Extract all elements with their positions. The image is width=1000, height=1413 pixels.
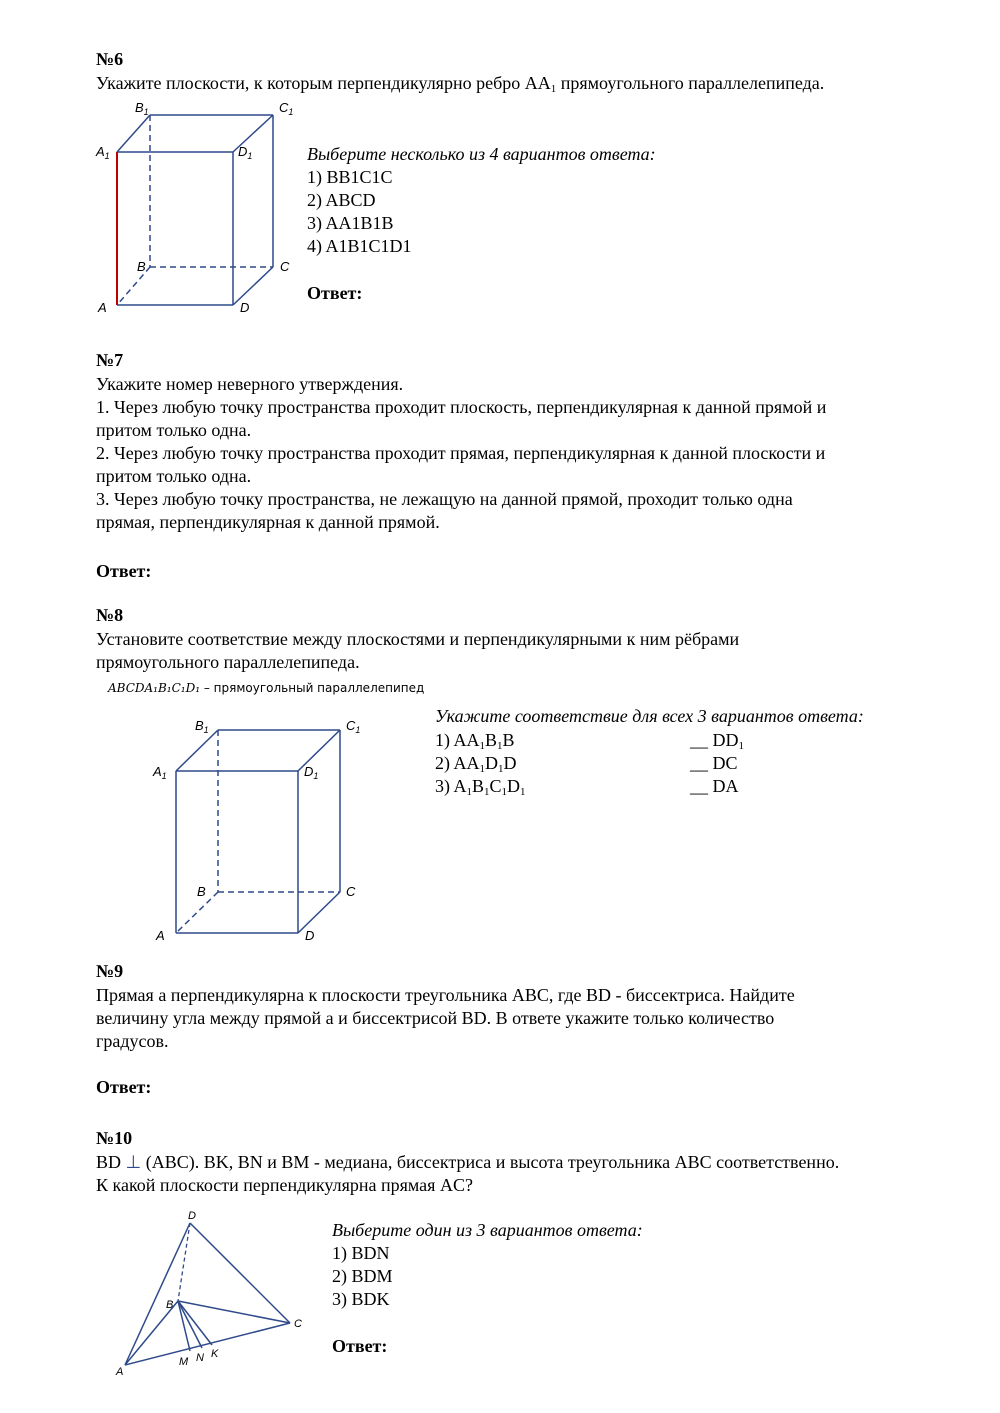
q8-label-D1: $D_1$: [304, 764, 319, 781]
q10-label-N: N: [196, 1352, 204, 1364]
q6-question-pre: Укажите плоскости, к которым перпендикулярно ребро АА: [96, 73, 551, 93]
q6-label-B1: $B_1$: [135, 100, 149, 117]
q6-options-block: [307, 143, 656, 258]
q10-options-block: [332, 1219, 643, 1311]
q7-text: [96, 373, 826, 534]
q9-number: №9: [96, 961, 124, 981]
q8-prompt: Укажите соответствие для всех 3 вариантов ответа:: [435, 706, 864, 726]
q8-number: №8: [96, 605, 124, 625]
q8-label-C: C: [346, 884, 356, 899]
q10-answer-label: Ответ:: [332, 1336, 388, 1356]
q6-question-post: прямоугольного параллелепипеда.: [556, 73, 825, 93]
q8-label-A: A: [156, 928, 165, 943]
q9-line-3: градусов.: [96, 1031, 169, 1051]
q6-edge-DC: [233, 267, 273, 305]
q10-label-A: A: [116, 1366, 124, 1378]
q10-edge-BC: [178, 1301, 290, 1323]
q6-option-1[interactable]: 1) BB1C1C: [307, 167, 393, 187]
q10-edge-DA: [125, 1223, 190, 1365]
q10-label-C: C: [294, 1318, 302, 1330]
q8-caption: [108, 681, 424, 696]
q9-line-2: величину угла между прямой a и биссектрисой BD. В ответе укажите только количество: [96, 1008, 775, 1028]
q8-caption-math: ABCDA₁B₁C₁D₁: [108, 681, 201, 695]
q10-edge-BN: [178, 1301, 202, 1348]
q9-text: [96, 984, 795, 1053]
q10-label-K: K: [211, 1348, 219, 1360]
q10-number: №10: [96, 1128, 133, 1148]
q8-line-1: Установите соответствие между плоскостями и перпендикулярными к ним рёбрами: [96, 629, 740, 649]
q6-edge-A1B1: [117, 115, 150, 152]
q8-left-2: 2) $AA_1D_1D$: [435, 753, 517, 775]
q10-label-B: B: [166, 1299, 174, 1311]
q7-line-5: притом только одна.: [96, 466, 252, 486]
q8-label-B: B: [197, 884, 206, 899]
q6-option-2[interactable]: 2) ABCD: [307, 190, 376, 210]
q6-question-sub: 1: [550, 83, 557, 95]
q7-line-3: притом только одна.: [96, 420, 252, 440]
q10-label-M: M: [179, 1356, 189, 1368]
q8-right-3[interactable]: __ DA: [690, 776, 739, 796]
q7-line-4: 2. Через любую точку пространства проходит прямая, перпендикулярная к данной плоскости и: [96, 443, 826, 463]
q10-edge-AC: [125, 1323, 290, 1365]
q7-line-1: Укажите номер неверного утверждения.: [96, 374, 404, 394]
q10-pyramid-figure: [110, 1205, 310, 1380]
q6-option-3[interactable]: 3) AA1B1B: [307, 213, 394, 233]
q8-line-2: прямоугольного параллелепипеда.: [96, 652, 360, 672]
q6-label-C: C: [280, 259, 290, 274]
q8-right-1[interactable]: __ $DD_1$: [690, 730, 744, 752]
q6-answer-label: Ответ:: [307, 283, 363, 303]
q8-edge-A1B1: [176, 730, 218, 771]
q6-parallelepiped-figure: [90, 95, 310, 325]
q6-label-A1: $A_1$: [96, 144, 110, 161]
q6-label-B: B: [137, 259, 146, 274]
q7-line-7: прямая, перпендикулярная к данной прямой.: [96, 512, 440, 532]
q10-line-1: BD ⊥ (ABC). BK, BN и BM - медиана, биссектриса и высота треугольника ABC соответственно.: [96, 1152, 840, 1173]
q8-parallelepiped-figure: [150, 712, 380, 947]
q8-label-A1: $A_1$: [153, 764, 167, 781]
q10-edge-DC: [190, 1223, 290, 1323]
q6-question: [96, 72, 824, 95]
q10-option-3[interactable]: 3) BDK: [332, 1289, 390, 1309]
q6-label-D: D: [240, 300, 250, 315]
q8-label-C1: $C_1$: [346, 718, 361, 735]
q8-label-D: D: [305, 928, 315, 943]
q9-answer-label: Ответ:: [96, 1077, 152, 1097]
q9-line-1: Прямая a перпендикулярна к плоскости треугольника ABC, где BD - биссектриса. Найдите: [96, 985, 795, 1005]
q10-option-2[interactable]: 2) BDM: [332, 1266, 393, 1286]
q6-number: №6: [96, 49, 124, 69]
q8-edge-DC: [298, 892, 340, 933]
q7-line-6: 3. Через любую точку пространства, не лежащую на данной прямой, проходит только одна: [96, 489, 793, 509]
q8-left-1: 1) $AA_1B_1B$: [435, 730, 515, 752]
q6-label-C1: $C_1$: [279, 100, 294, 117]
q10-line-2: К какой плоскости перпендикулярна прямая AC?: [96, 1175, 473, 1195]
q6-prompt: Выберите несколько из 4 вариантов ответа:: [307, 144, 656, 164]
q7-line-2: 1. Через любую точку пространства проходит плоскость, перпендикулярная к данной прямой и: [96, 397, 827, 417]
q10-prompt: Выберите один из 3 вариантов ответа:: [332, 1220, 643, 1240]
q10-label-D: D: [188, 1210, 196, 1222]
q8-caption-text: – прямоугольный параллелепипед: [200, 681, 425, 695]
q8-label-B1: $B_1$: [195, 718, 209, 735]
q8-text: [96, 628, 739, 674]
q10-option-1[interactable]: 1) BDN: [332, 1243, 390, 1263]
q6-label-D1: $D_1$: [238, 144, 253, 161]
q6-label-A: A: [98, 300, 107, 315]
q8-right-2[interactable]: __ DC: [690, 753, 738, 773]
q7-answer-label: Ответ:: [96, 561, 152, 581]
q7-number: №7: [96, 350, 124, 370]
q6-option-4[interactable]: 4) A1B1C1D1: [307, 236, 412, 256]
q8-left-3: 3) $A_1B_1C_1D_1$: [435, 776, 526, 798]
